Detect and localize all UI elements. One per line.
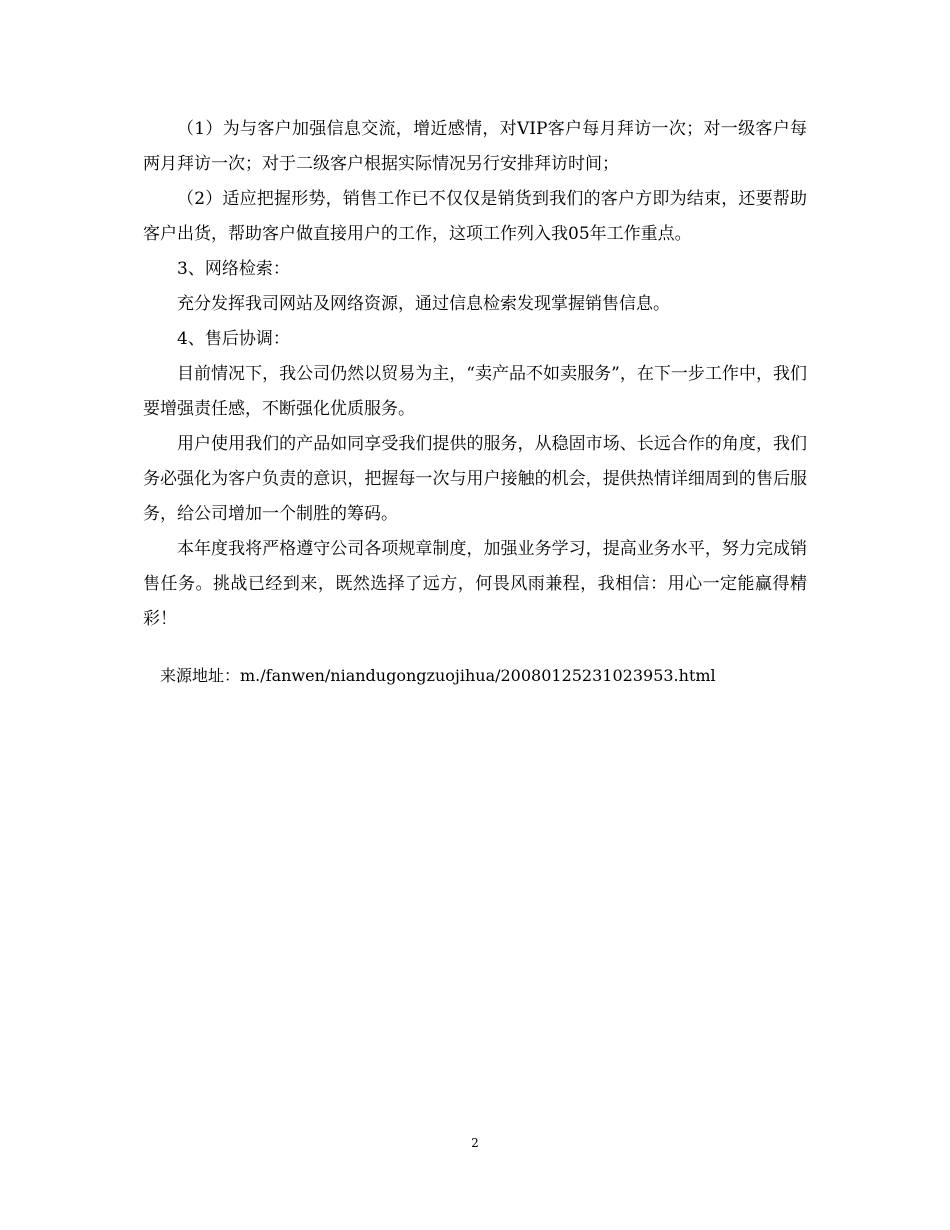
paragraph-current-situation: 目前情况下，我公司仍然以贸易为主，“卖产品不如卖服务”，在下一步工作中，我们要增强责任感，不断强化优质服务。: [143, 364, 807, 419]
heading-after-sales: 4、售后协调：: [177, 329, 290, 349]
source-address: 来源地址：m./fanwen/niandugongzuojihua/20080125231023953.html: [160, 666, 716, 685]
heading-network-search: 3、网络检索：: [177, 259, 290, 279]
paragraph-customer-service: 用户使用我们的产品如同享受我们提供的服务，从稳固市场、长远合作的角度，我们务必强化为客户负责的意识，把握每一次与用户接触的机会，提供热情详细周到的售后服务，给公司增加一个制胜的筹码。: [143, 434, 807, 524]
paragraph-visit-schedule: （1）为与客户加强信息交流，增近感情，对VIP客户每月拜访一次；对一级客户每两月拜访一次；对于二级客户根据实际情况另行安排拜访时间；: [143, 119, 807, 174]
document-body: [143, 112, 807, 637]
paragraph-network-search: 充分发挥我司网站及网络资源，通过信息检索发现掌握销售信息。: [177, 294, 670, 314]
page-number: 2: [471, 1136, 479, 1150]
paragraph-annual-goal: 本年度我将严格遵守公司各项规章制度，加强业务学习，提高业务水平，努力完成销售任务。挑战已经到来，既然选择了远方，何畏风雨兼程，我相信：用心一定能赢得精彩！: [143, 539, 807, 629]
paragraph-sales-situation: （2）适应把握形势，销售工作已不仅仅是销货到我们的客户方即为结束，还要帮助客户出货，帮助客户做直接用户的工作，这项工作列入我05年工作重点。: [143, 189, 807, 244]
